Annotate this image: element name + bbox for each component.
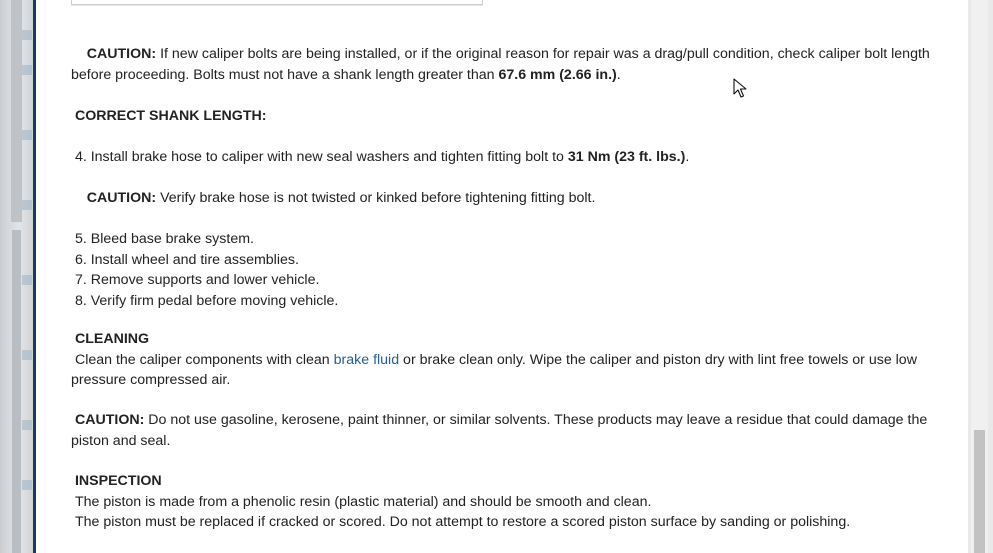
left-background-mark (22, 200, 32, 210)
caution-label: CAUTION: (75, 412, 145, 428)
caution-paragraph-solvents (71, 410, 936, 451)
left-background-mark (22, 130, 32, 140)
bolt-length-spec: 67.6 mm (2.66 in.) (498, 66, 617, 83)
left-background-mark (22, 30, 32, 40)
caution-text: If new caliper bolts are being installed, or if the original reason for repair was a drag/pull condition, check caliper bolt length before proceeding. Bolts must not have a shank length greater than (71, 46, 930, 83)
shank-length-heading-text: CORRECT SHANK LENGTH: (74, 108, 267, 124)
brake-fluid-link[interactable]: brake fluid (333, 351, 400, 368)
left-background-mark (22, 275, 32, 285)
step-4-text: 4. Install brake hose to caliper with new seal washers and tighten fitting bolt to (74, 149, 568, 165)
left-background-mark (22, 420, 32, 430)
caution-label: CAUTION: (86, 46, 157, 62)
inspection-heading-text: INSPECTION (74, 473, 162, 489)
mouse-pointer-icon (733, 78, 747, 98)
step-5-text: 5. Bleed base brake system. (74, 231, 254, 247)
inspection-line-2: The piston must be replaced if cracked or scored. Do not attempt to restore a scored piston surface by sanding or polishing. (74, 514, 851, 530)
step-4-text-end: . (685, 149, 690, 165)
caution-text-end: . (616, 66, 621, 83)
inspection-heading (71, 471, 936, 492)
right-scrollbar[interactable] (968, 0, 993, 553)
inspection-line (71, 492, 936, 513)
step-8-text: 8. Verify firm pedal before moving vehicle. (74, 292, 339, 309)
cleaning-section (71, 329, 936, 391)
left-background-mark (22, 350, 32, 360)
step-6-text: 6. Install wheel and tire assemblies. (74, 251, 299, 268)
caution-paragraph-hose (71, 188, 936, 209)
scrollbar-thumb[interactable] (974, 430, 985, 553)
caution-label: CAUTION: (86, 190, 157, 206)
list-item (71, 270, 936, 291)
cleaning-text-end: or brake clean only. Wipe the caliper and piston dry with lint free towels or use low pressure compressed air. (71, 351, 917, 388)
torque-spec: 31 Nm (23 ft. lbs.) (567, 149, 686, 165)
cleaning-text: Clean the caliper components with clean (74, 351, 334, 368)
shank-length-heading (71, 106, 936, 127)
inspection-section (71, 471, 936, 533)
step-7-text: 7. Remove supports and lower vehicle. (74, 272, 320, 288)
cleaning-paragraph (71, 350, 936, 391)
cleaning-heading (71, 329, 936, 350)
caution-text: Do not use gasoline, kerosene, paint thinner, or similar solvents. These products may leave a residue that could damage the piston and seal. (71, 412, 928, 449)
left-background-mark (22, 480, 32, 490)
figure-frame (71, 0, 483, 5)
steps-list (71, 229, 936, 311)
left-background-strip (12, 230, 21, 553)
document-content (36, 0, 968, 553)
left-background-mark (22, 65, 32, 75)
inspection-line (71, 512, 936, 533)
inspection-line-1: The piston is made from a phenolic resin (plastic material) and should be smooth and clean. (74, 493, 652, 510)
list-item (71, 229, 936, 250)
caution-text: Verify brake hose is not twisted or kinked before tightening fitting bolt. (156, 190, 596, 206)
cleaning-heading-text: CLEANING (74, 331, 150, 347)
list-item (71, 250, 936, 271)
caution-paragraph-bolts (71, 44, 936, 85)
list-item (71, 291, 936, 312)
step-4 (71, 147, 936, 168)
outer-scrollbar-thumb[interactable] (11, 0, 22, 222)
